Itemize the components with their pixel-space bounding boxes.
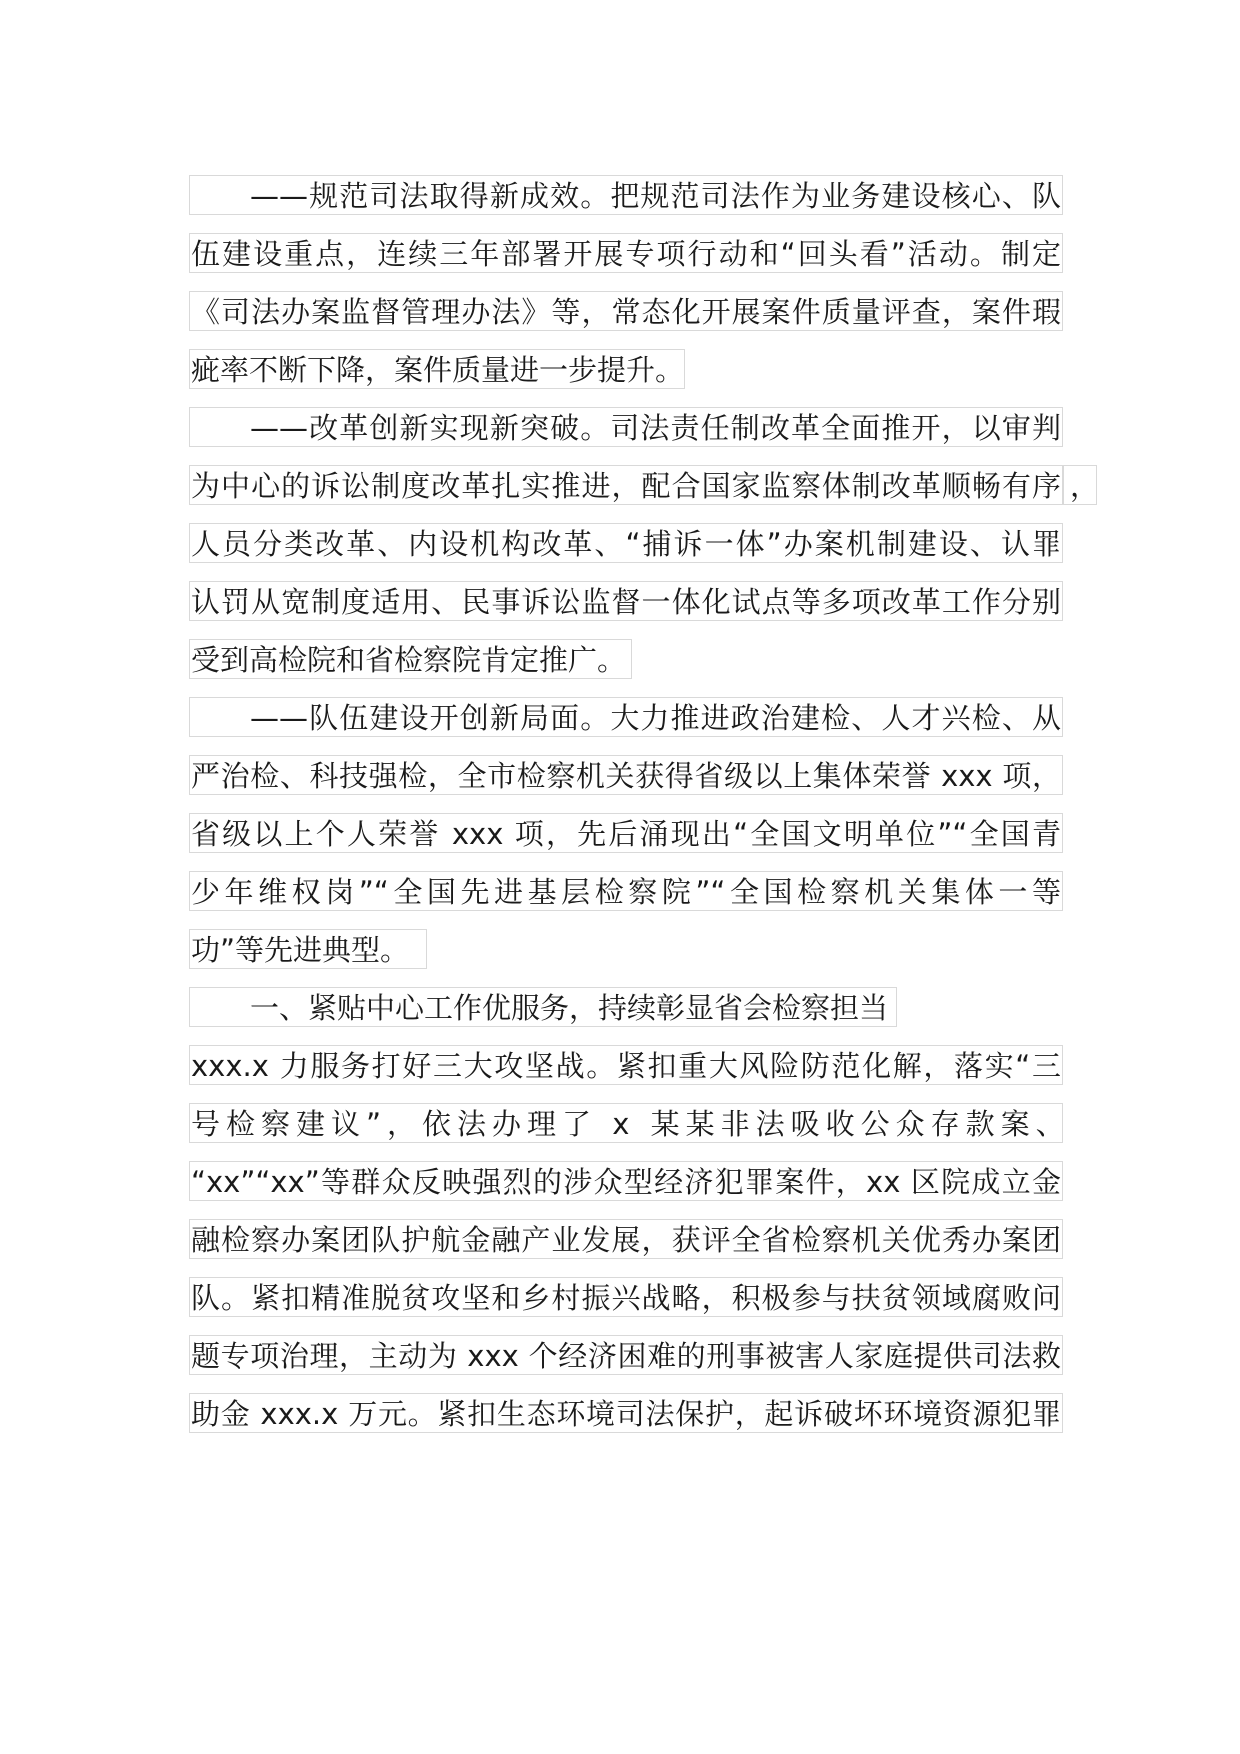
text-line: 认罚从宽制度适用、民事诉讼监督一体化试点等多项改革工作分别 — [189, 581, 1063, 621]
section-heading: 一、紧贴中心工作优服务，持续彰显省会检察担当 — [189, 987, 897, 1027]
text-line: ——队伍建设开创新局面。大力推进政治建检、人才兴检、从 — [189, 697, 1063, 737]
text-line: 受到高检院和省检察院肯定推广。 — [189, 639, 632, 679]
text-line: 号检察建议”，依法办理了 x 某某非法吸收公众存款案、 — [189, 1103, 1063, 1143]
text-line: “xx”“xx”等群众反映强烈的涉众型经济犯罪案件，xx 区院成立金 — [189, 1161, 1063, 1201]
text-line: 《司法办案监督管理办法》等，常态化开展案件质量评查，案件瑕 — [189, 291, 1063, 331]
text-line: 疵率不断下降，案件质量进一步提升。 — [189, 349, 685, 389]
text-line: 功”等先进典型。 — [189, 929, 427, 969]
text-line: xxx.x 力服务打好三大攻坚战。紧扣重大风险防范化解，落实“三 — [189, 1045, 1063, 1085]
text-line: 助金 xxx.x 万元。紧扣生态环境司法保护，起诉破坏环境资源犯罪 — [189, 1393, 1063, 1433]
text-line: 融检察办案团队护航金融产业发展，获评全省检察机关优秀办案团 — [189, 1219, 1063, 1259]
overflow-punctuation: ， — [1063, 465, 1097, 505]
text-line: 人员分类改革、内设机构改革、“捕诉一体”办案机制建设、认罪 — [189, 523, 1063, 563]
text-line: 为中心的诉讼制度改革扎实推进，配合国家监察体制改革顺畅有序 — [189, 465, 1063, 505]
text-line: 省级以上个人荣誉 xxx 项，先后涌现出“全国文明单位”“全国青 — [189, 813, 1063, 853]
text-line: 伍建设重点，连续三年部署开展专项行动和“回头看”活动。制定 — [189, 233, 1063, 273]
text-line: ——规范司法取得新成效。把规范司法作为业务建设核心、队 — [189, 175, 1063, 215]
text-line: 少年维权岗”“全国先进基层检察院”“全国检察机关集体一等 — [189, 871, 1063, 911]
text-line: 队。紧扣精准脱贫攻坚和乡村振兴战略，积极参与扶贫领域腐败问 — [189, 1277, 1063, 1317]
text-line: ——改革创新实现新突破。司法责任制改革全面推开，以审判 — [189, 407, 1063, 447]
text-line: 题专项治理，主动为 xxx 个经济困难的刑事被害人家庭提供司法救 — [189, 1335, 1063, 1375]
text-line: 严治检、科技强检，全市检察机关获得省级以上集体荣誉 xxx 项， — [189, 755, 1063, 795]
